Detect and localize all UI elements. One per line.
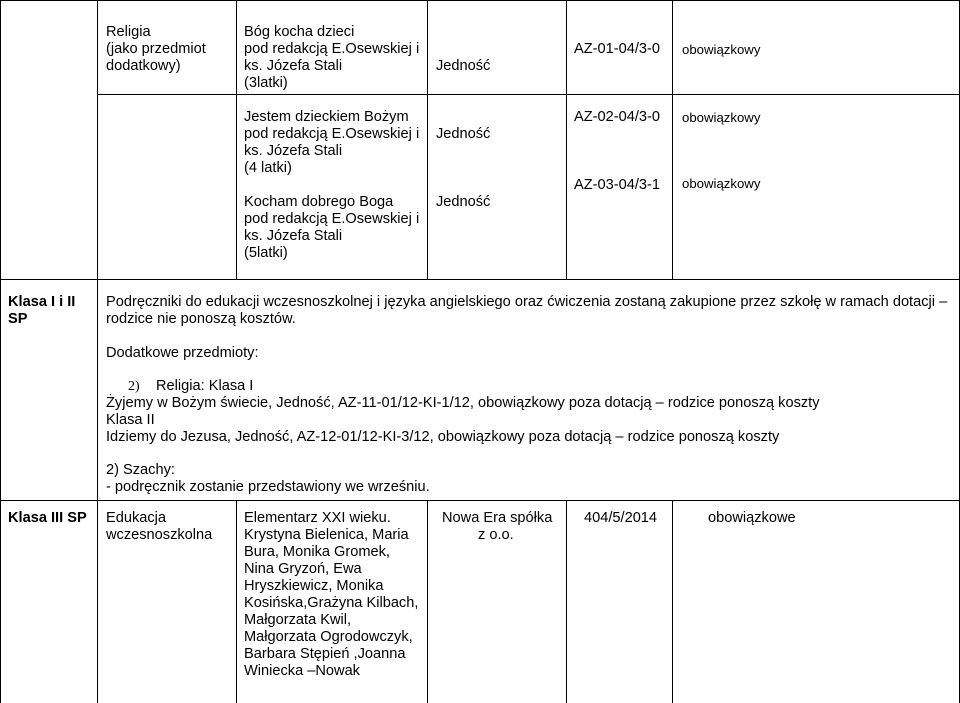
col-border-2 [236,0,237,279]
row3-religion-line2: Klasa II [106,412,155,428]
col-border-1 [97,0,98,703]
row4-class-label: Klasa III SP [8,510,87,526]
row4-title-line10: Winiecka –Nowak [244,663,360,679]
row1-number: AZ-01-04/3-0 [574,41,660,57]
row3-religion-line3: Idziemy do Jezusa, Jedność, AZ-12-01/12-KI-3/12, obowiązkowy poza dotacją – rodzice ponoszą koszty [106,429,780,445]
col-border-5 [672,0,673,279]
row3-religion-line1: Żyjemy w Bożym świecie, Jedność, AZ-11-01/12-KI-1/12, obowiązkowy poza dotacją – rodzice ponoszą koszty [106,395,820,411]
row4-title-line2: Krystyna Bielenica, Maria [244,527,409,543]
row2-number-a: AZ-02-04/3-0 [574,109,660,125]
row4-title-line3: Bura, Monika Gromek, [244,544,390,560]
row3-extra-heading: Dodatkowe przedmioty: [106,345,259,361]
row4-title-line9: Barbara Stępień ,Joanna [244,646,406,662]
row4-title-line4: Nina Gryzoń, Ewa [244,561,362,577]
row2-status-a: obowiązkowy [682,110,761,125]
row3-chess-head: 2) Szachy: [106,462,175,478]
row4-title-line6: Kosińska,Grażyna Kilbach, [244,595,419,611]
row4-subject-line1: Edukacja [106,510,167,526]
row1-subject-line3: dodatkowy) [106,58,181,74]
row2-title-a-line2: pod redakcją E.Osewskiej i [244,126,420,142]
row4-title-line8: Małgorzata Ogrodowczyk, [244,629,413,645]
row1-title-line1: Bóg kocha dzieci [244,24,355,40]
row3-note-line2: rodzice nie ponoszą kosztów. [106,311,296,327]
col-border-2b [236,500,237,703]
col-border-4 [566,0,567,279]
row-divider-3 [0,500,960,501]
row2-publisher-a: Jedność [436,126,491,142]
row4-status: obowiązkowe [708,510,796,526]
row3-class-label-line1: Klasa I i II [8,294,76,310]
row2-title-a-line1: Jestem dzieckiem Bożym [244,109,409,125]
row3-chess-line: - podręcznik zostanie przedstawiony we wrześniu. [106,479,430,495]
row4-number: 404/5/2014 [584,510,658,526]
row2-status-b: obowiązkowy [682,176,761,191]
col-border-4b [566,500,567,703]
row1-title-line4: (3latki) [244,75,288,91]
row2-title-b-line3: ks. Józefa Stali [244,228,343,244]
row3-class-label-line2: SP [8,311,28,327]
row1-publisher: Jedność [436,58,491,74]
row2-title-a-line3: ks. Józefa Stali [244,143,343,159]
row2-title-b-line4: (5latki) [244,245,288,261]
col-border-3b [427,500,428,703]
col-border-3 [427,0,428,279]
row1-subject-line2: (jako przedmiot [106,41,206,57]
row4-subject-line2: wczesnoszkolna [106,527,213,543]
col-border-0 [0,0,1,703]
row4-title-line5: Hryszkiewicz, Monika [244,578,384,594]
row2-publisher-b: Jedność [436,194,491,210]
row2-number-b: AZ-03-04/3-1 [574,177,660,193]
row1-status: obowiązkowy [682,42,761,57]
row2-title-b-line2: pod redakcją E.Osewskiej i [244,211,420,227]
row4-title-line7: Małgorzata Kwil, [244,612,352,628]
row4-title-line1: Elementarz XXI wieku. [244,510,391,526]
row2-title-a-line4: (4 latki) [244,160,292,176]
col-border-5b [672,500,673,703]
row2-title-b-line1: Kocham dobrego Boga [244,194,394,210]
row3-note-line1: Podręczniki do edukacji wczesnoszkolnej i języka angielskiego oraz ćwiczenia zostaną zakupione przez szkołę w ramach dotacji – [106,294,948,310]
row1-subject-line1: Religia [106,24,151,40]
row3-religion-num: 2) [128,379,140,394]
row1-title-line2: pod redakcją E.Osewskiej i [244,41,420,57]
row4-publisher-line2: z o.o. [478,527,514,543]
row-divider-2 [0,279,960,280]
row4-publisher-line1: Nowa Era spółka [442,510,553,526]
row-divider-1 [97,94,960,95]
table-top-border [0,0,960,1]
row3-religion-head: Religia: Klasa I [156,378,254,394]
row1-title-line3: ks. Józefa Stali [244,58,343,74]
